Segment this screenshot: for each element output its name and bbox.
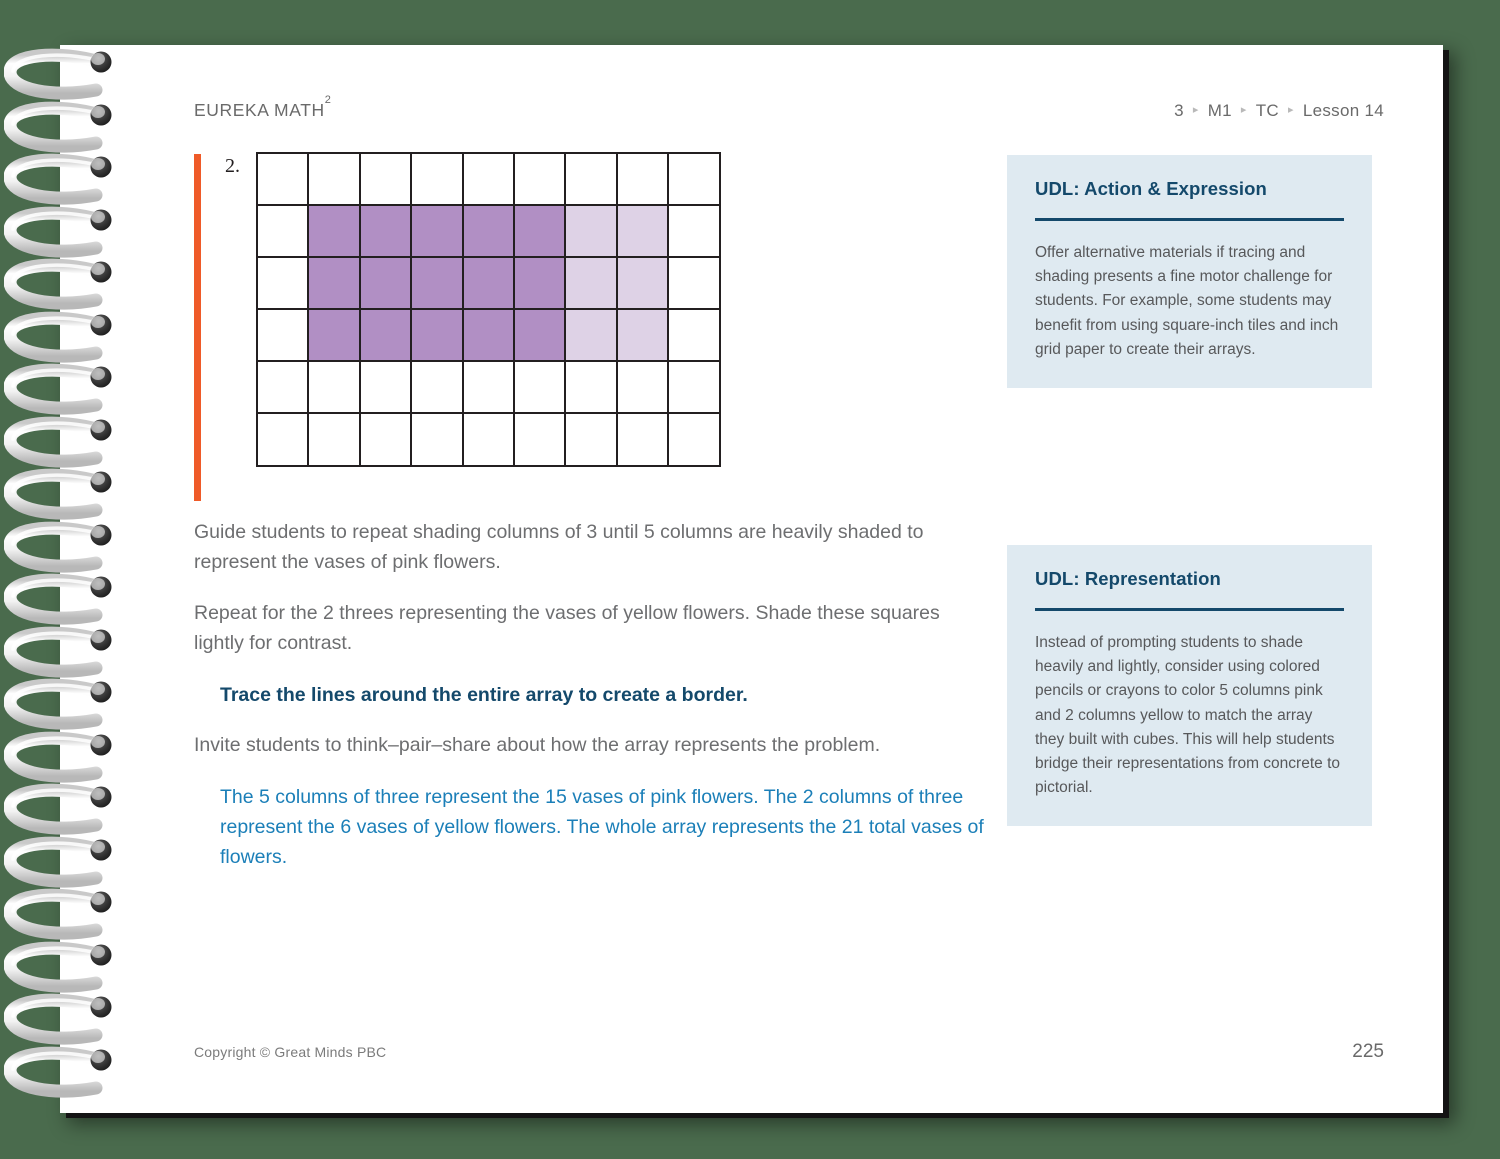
grid-cell[interactable] [411, 153, 462, 205]
brand-superscript: 2 [324, 93, 332, 106]
grid-cell[interactable] [668, 413, 719, 465]
grid-cell[interactable] [668, 309, 719, 361]
grid-cell-shaded-heavy[interactable] [308, 205, 359, 257]
grid-cell-shaded-heavy[interactable] [514, 257, 565, 309]
grid-cell-shaded-heavy[interactable] [514, 309, 565, 361]
grid-cell[interactable] [308, 361, 359, 413]
grid-cell[interactable] [463, 361, 514, 413]
breadcrumb [1174, 101, 1384, 121]
problem-number: 2. [225, 155, 240, 177]
grid-cell-shaded-heavy[interactable] [308, 257, 359, 309]
grid-row [257, 153, 720, 205]
grid-cell[interactable] [411, 413, 462, 465]
grid-cell-shaded-heavy[interactable] [308, 309, 359, 361]
grid-cell-shaded-heavy[interactable] [514, 205, 565, 257]
main-content [194, 145, 984, 872]
grid-row [257, 205, 720, 257]
brand-title [194, 93, 332, 121]
grid-cell-shaded-light[interactable] [565, 205, 616, 257]
brand-title-text: EUREKA MATH [194, 100, 325, 120]
bold-prompt: Trace the lines around the entire array to create a border. [220, 684, 748, 706]
grid-cell[interactable] [257, 257, 308, 309]
udl-box-text: Instead of prompting students to shade heavily and lightly, consider using colored pencils or crayons to color 5 columns pink and 2 columns yellow to match the array they built with cubes. This will help students bridge their representations from concrete to pictorial. [1035, 634, 1340, 797]
page-header [194, 93, 1384, 121]
grid-cell[interactable] [257, 309, 308, 361]
grid-cell[interactable] [668, 205, 719, 257]
problem-block [194, 145, 984, 517]
grid-row [257, 309, 720, 361]
grid-cell[interactable] [463, 413, 514, 465]
udl-box-title: UDL: Action & Expression [1035, 178, 1267, 199]
udl-box-title: UDL: Representation [1035, 568, 1221, 589]
breadcrumb-item-grade[interactable]: 3 [1174, 101, 1184, 120]
chevron-right-icon: ▸ [1288, 103, 1294, 116]
grid-cell-shaded-heavy[interactable] [411, 309, 462, 361]
page-number: 225 [1352, 1041, 1384, 1062]
grid-cell-shaded-heavy[interactable] [411, 257, 462, 309]
grid-cell-shaded-light[interactable] [565, 257, 616, 309]
grid-cell-shaded-heavy[interactable] [411, 205, 462, 257]
grid-row [257, 361, 720, 413]
udl-divider [1035, 218, 1344, 221]
copyright-notice: Copyright © Great Minds PBC [194, 1044, 387, 1060]
grid-cell-shaded-heavy[interactable] [463, 309, 514, 361]
grid-cell[interactable] [411, 361, 462, 413]
chevron-right-icon: ▸ [1192, 103, 1199, 116]
grid-cell[interactable] [514, 361, 565, 413]
grid-row [257, 257, 720, 309]
instruction-paragraph-2: Repeat for the 2 threes representing the vases of yellow flowers. Shade these squares lightly for contrast. [194, 602, 940, 654]
page-footer [194, 1041, 1384, 1063]
grid-cell-shaded-light[interactable] [617, 309, 668, 361]
sample-answer: The 5 columns of three represent the 15 vases of pink flowers. The 2 columns of three represent the 6 vases of yellow flowers. The whole array represents the 21 total vases of flowers. [220, 786, 984, 868]
grid-cell[interactable] [565, 153, 616, 205]
grid-cell[interactable] [463, 153, 514, 205]
grid-cell[interactable] [668, 153, 719, 205]
instruction-paragraph-1: Guide students to repeat shading columns of 3 until 5 columns are heavily shaded to represent the vases of pink flowers. [194, 521, 924, 573]
grid-cell[interactable] [308, 153, 359, 205]
grid-cell-shaded-heavy[interactable] [463, 205, 514, 257]
grid-cell[interactable] [360, 153, 411, 205]
grid-cell-shaded-heavy[interactable] [360, 309, 411, 361]
grid-cell[interactable] [257, 413, 308, 465]
breadcrumb-item-topic[interactable]: TC [1255, 101, 1280, 120]
chevron-right-icon: ▸ [1240, 103, 1247, 116]
grid-cell-shaded-light[interactable] [565, 309, 616, 361]
grid-cell-shaded-light[interactable] [617, 257, 668, 309]
grid-cell[interactable] [617, 413, 668, 465]
udl-box-text: Offer alternative materials if tracing and shading presents a fine motor challenge for students. For example, some students may benefit from using square-inch tiles and inch grid paper to create their arrays. [1035, 244, 1339, 358]
grid-cell[interactable] [360, 413, 411, 465]
grid-cell[interactable] [617, 361, 668, 413]
udl-divider [1035, 608, 1344, 611]
grid-cell[interactable] [257, 361, 308, 413]
array-grid-figure [256, 152, 721, 467]
grid-cell[interactable] [668, 361, 719, 413]
grid-cell-shaded-heavy[interactable] [360, 257, 411, 309]
array-grid [256, 152, 721, 467]
grid-cell[interactable] [565, 361, 616, 413]
breadcrumb-item-lesson[interactable]: Lesson 14 [1302, 101, 1384, 120]
answer-indicator-bar [194, 154, 201, 501]
grid-cell[interactable] [514, 413, 565, 465]
grid-cell[interactable] [308, 413, 359, 465]
udl-action-expression-box [1007, 155, 1372, 388]
grid-cell[interactable] [617, 153, 668, 205]
grid-cell-shaded-heavy[interactable] [360, 205, 411, 257]
grid-cell-shaded-light[interactable] [617, 205, 668, 257]
grid-cell-shaded-heavy[interactable] [463, 257, 514, 309]
grid-row [257, 413, 720, 465]
instruction-paragraph-3: Invite students to think–pair–share about how the array represents the problem. [194, 734, 881, 756]
grid-cell[interactable] [668, 257, 719, 309]
udl-representation-box [1007, 545, 1372, 826]
grid-cell[interactable] [360, 361, 411, 413]
grid-cell[interactable] [257, 153, 308, 205]
grid-cell[interactable] [565, 413, 616, 465]
breadcrumb-item-module[interactable]: M1 [1207, 101, 1232, 120]
book-page [60, 45, 1443, 1113]
grid-cell[interactable] [514, 153, 565, 205]
grid-cell[interactable] [257, 205, 308, 257]
